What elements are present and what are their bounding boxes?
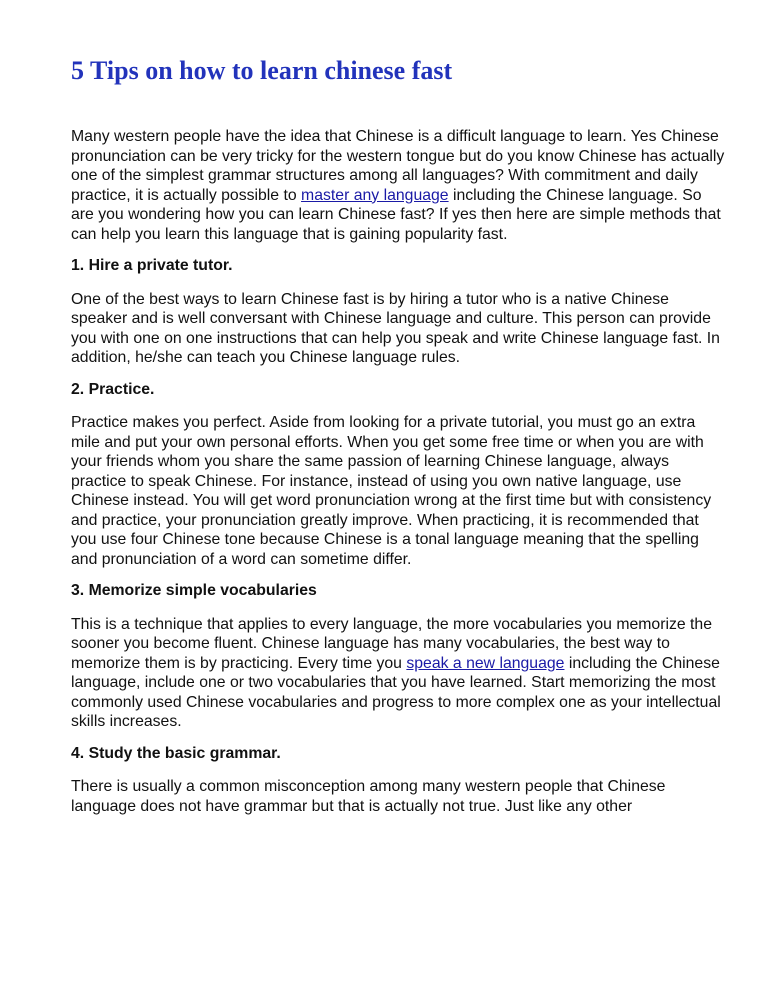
section-heading-grammar: 4. Study the basic grammar. [71,744,281,762]
section-heading-practice: 2. Practice. [71,380,155,398]
vocab-text-after-link: including the Chinese language, include one or two vocabularies that you have learned. Start memorizing the most commonly used Chinese vocabularies and progress to more complex one as your intellectual skills increases. [71,654,721,730]
section-body-tutor: One of the best ways to learn Chinese fast is by hiring a tutor who is a native Chinese speaker and is well conversant with Chinese language and culture. This person can provide you with one on one instructions that can help you speak and write Chinese language fast. In addition, he/she can teach you Chinese language rules. [71,290,720,366]
intro-paragraph [71,127,728,244]
section-heading-vocabularies: 3. Memorize simple vocabularies [71,582,317,599]
section-body-vocabularies [71,615,728,732]
section-body-practice: Practice makes you perfect. Aside from looking for a private tutorial, you must go an extra mile and put your own personal efforts. When you get some free time or when you are with your friends whom you share the same passion of learning Chinese language, always practice to speak Chinese. For instance, instead of using you own native language, use Chinese instead. You will get word pronunciation wrong at the first time but with consistency and practice, your pronunciation greatly improve. When practicing, it is recommended that you use four Chinese tone because Chinese is a tonal language meaning that the spelling and pronunciation of a word can sometime differ. [71,414,712,568]
speak-a-new-language-link[interactable]: speak a new language [406,654,565,672]
section-body-grammar: There is usually a common misconception among many western people that Chinese language does not have grammar but that is actually not true. Just like any other [71,778,666,815]
vocab-text-before-link: This is a technique that applies to every language, the more vocabularies you memorize the sooner you become fluent. Chinese language has many vocabularies, the best way to memorize them is by practicing. Every time you [71,615,713,672]
master-any-language-link[interactable]: master any language [301,186,449,204]
intro-text-after-link: including the Chinese language. So are you wondering how you can learn Chinese fast? If yes then here are simple methods that can help you learn this language that is gaining popularity fast. [71,186,721,243]
section-heading-tutor: 1. Hire a private tutor. [71,257,233,274]
page-title: 5 Tips on how to learn chinese fast [71,56,453,85]
intro-text-before-link: Many western people have the idea that Chinese is a difficult language to learn. Yes Chinese pronunciation can be very tricky for the western tongue but do you know Chinese has actually one of the simplest grammar structures among all languages? With commitment and daily practice, it is actually possible to [71,128,725,204]
